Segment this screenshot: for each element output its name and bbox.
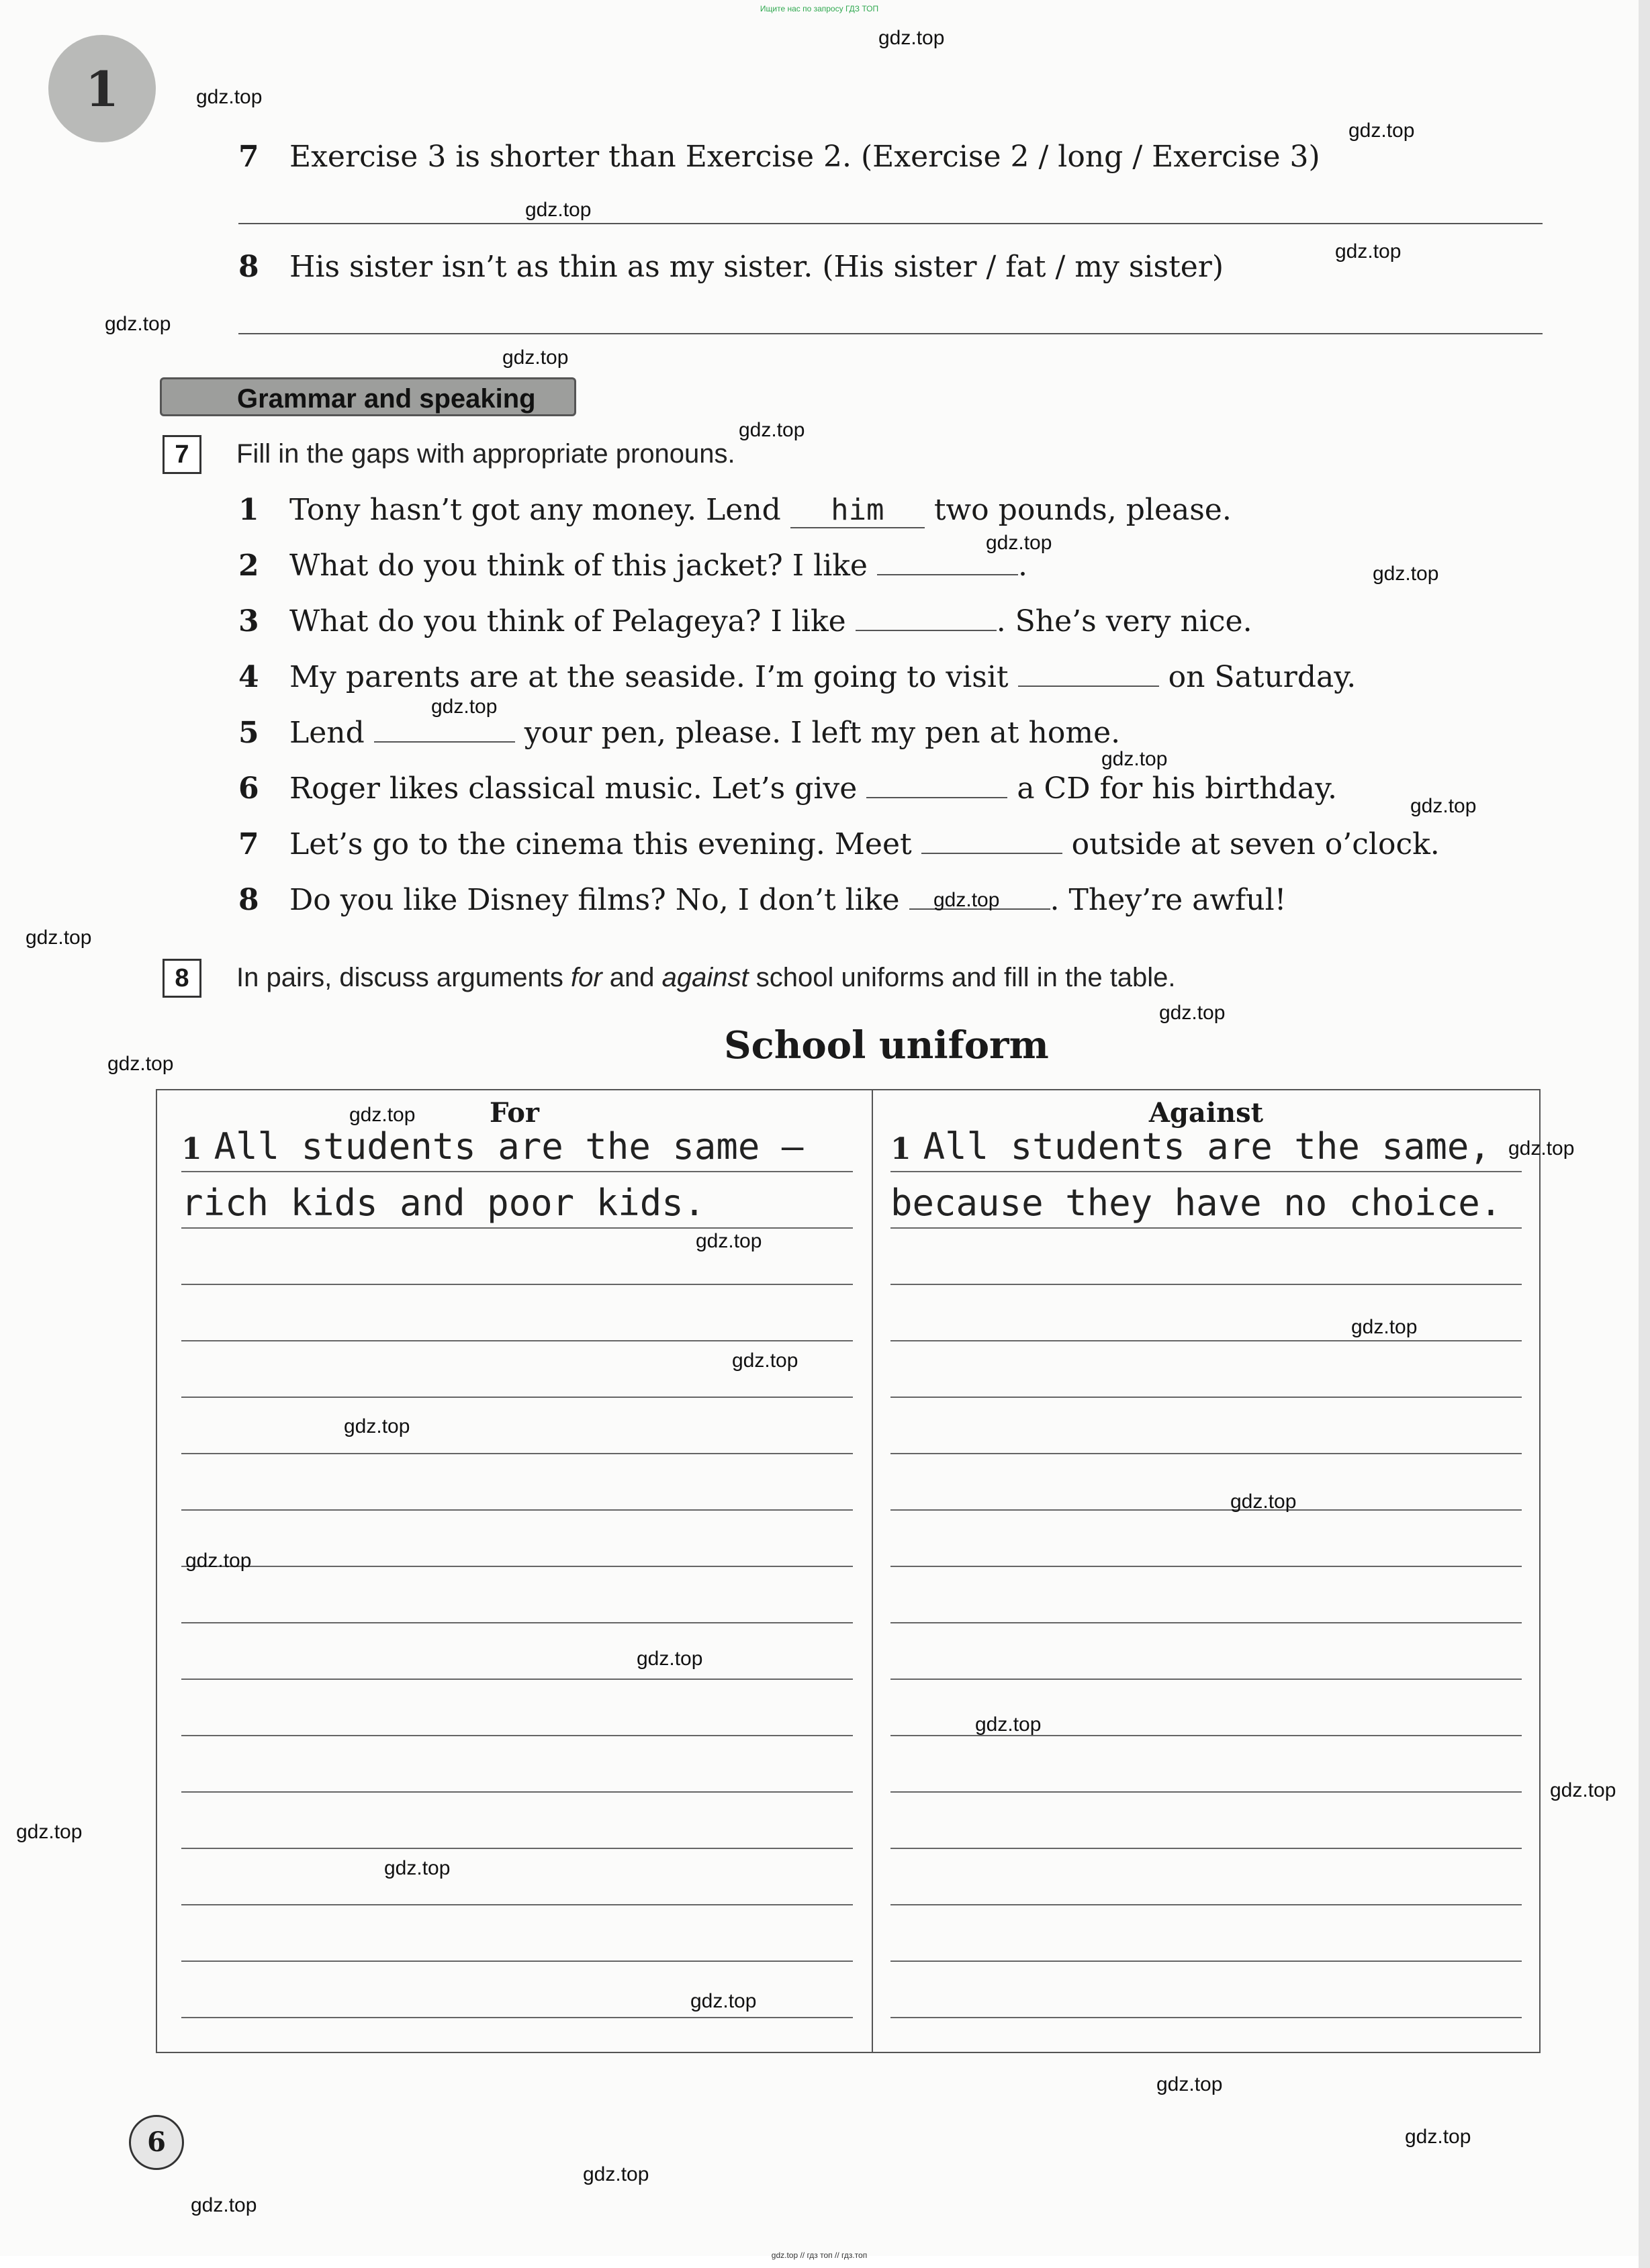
instruction-emphasis-for: for [571, 963, 602, 992]
instruction-emphasis-against: against [661, 963, 749, 992]
item-number: 4 [238, 660, 259, 694]
item-text: Exercise 3 is shorter than Exercise 2. (Exercise 2 / long / Exercise 3) [289, 140, 1320, 174]
watermark: gdz.top [933, 889, 1000, 911]
write-line[interactable] [890, 1171, 1522, 1172]
watermark: gdz.top [1230, 1491, 1297, 1513]
watermark: gdz.top [26, 927, 92, 949]
answer-line[interactable] [238, 223, 1543, 224]
watermark: gdz.top [1550, 1779, 1616, 1801]
write-line[interactable] [890, 1622, 1522, 1623]
header-note: Ищите нас по запросу ГДЗ ТОП [760, 4, 879, 13]
task-number-box: 7 [163, 435, 201, 474]
write-line[interactable] [181, 1227, 853, 1229]
item-number: 7 [238, 827, 259, 861]
watermark: gdz.top [1351, 1316, 1418, 1338]
write-line[interactable] [890, 1848, 1522, 1849]
page-number: 6 [129, 2115, 184, 2170]
against-answer-line-1 [890, 1125, 1491, 1168]
item-number: 3 [238, 604, 259, 639]
watermark: gdz.top [344, 1415, 410, 1437]
write-line[interactable] [890, 1453, 1522, 1454]
watermark: gdz.top [384, 1857, 451, 1879]
item-text-before: What do you think of this jacket? I like [289, 549, 868, 583]
watermark: gdz.top [1508, 1137, 1575, 1160]
item-number: 1 [238, 493, 259, 527]
write-line[interactable] [890, 1566, 1522, 1567]
item-number: 8 [238, 883, 259, 917]
write-line[interactable] [890, 1904, 1522, 1905]
watermark: gdz.top [1373, 563, 1439, 585]
item-text-before: Roger likes classical music. Let’s give [289, 771, 858, 806]
watermark: gdz.top [1101, 748, 1168, 770]
table-title: School uniform [724, 1023, 1049, 1068]
item-text-after: . She’s very nice. [996, 604, 1252, 639]
exercise-item [238, 140, 1320, 174]
section-heading: Grammar and speaking [160, 377, 576, 416]
write-line[interactable] [181, 1171, 853, 1172]
instruction-part: In pairs, discuss arguments [236, 963, 571, 992]
watermark: gdz.top [690, 1990, 757, 2012]
gap-item [238, 883, 1286, 917]
item-text-after: on Saturday. [1168, 660, 1357, 694]
item-text-before: My parents are at the seaside. I’m going to visit [289, 660, 1009, 694]
write-line[interactable] [181, 1509, 853, 1511]
page-edge-shadow [1639, 0, 1650, 2268]
write-line[interactable] [890, 1509, 1522, 1511]
write-line[interactable] [890, 1960, 1522, 1962]
write-line[interactable] [181, 1622, 853, 1623]
watermark: gdz.top [525, 199, 592, 221]
item-text-before: Do you like Disney films? No, I don’t like [289, 883, 900, 917]
watermark: gdz.top [196, 86, 263, 108]
write-line[interactable] [181, 1453, 853, 1454]
item-text-before: Lend [289, 716, 365, 750]
watermark: gdz.top [986, 532, 1052, 554]
watermark: gdz.top [502, 346, 569, 369]
watermark: gdz.top [105, 313, 171, 335]
task-instruction [236, 963, 1176, 993]
write-line[interactable] [890, 1284, 1522, 1285]
write-line[interactable] [890, 1397, 1522, 1398]
for-answer-line-1 [181, 1125, 803, 1168]
exercise-item [238, 250, 1224, 284]
answer-number: 1 [890, 1132, 911, 1166]
watermark: gdz.top [739, 419, 805, 441]
watermark: gdz.top [975, 1713, 1042, 1736]
arguments-table [156, 1089, 1541, 2053]
item-text-after: . They’re awful! [1050, 883, 1287, 917]
item-text-before: Let’s go to the cinema this evening. Meet [289, 827, 912, 861]
column-header-against: Against [1148, 1097, 1264, 1129]
item-number: 2 [238, 549, 259, 583]
answer-text: All students are the same, [923, 1125, 1491, 1168]
write-line[interactable] [890, 1679, 1522, 1680]
item-text-after: . [1017, 549, 1027, 583]
write-line[interactable] [181, 2017, 853, 2018]
watermark: gdz.top [191, 2194, 257, 2216]
watermark: gdz.top [16, 1821, 83, 1843]
gap-item [238, 716, 1120, 750]
item-number: 5 [238, 716, 259, 750]
item-number: 6 [238, 771, 259, 806]
item-text-before: What do you think of Pelageya? I like [289, 604, 846, 639]
write-line[interactable] [890, 1340, 1522, 1341]
write-line[interactable] [181, 1340, 853, 1341]
unit-number-badge: 1 [48, 35, 156, 142]
watermark: gdz.top [583, 2163, 649, 2185]
instruction-part: and [602, 963, 662, 992]
watermark: gdz.top [1159, 1002, 1226, 1024]
gap-answer[interactable] [866, 797, 1007, 798]
item-number: 8 [238, 250, 259, 284]
watermark: gdz.top [349, 1104, 416, 1126]
task-number-box: 8 [163, 959, 201, 998]
item-text-after: outside at seven o’clock. [1071, 827, 1440, 861]
write-line[interactable] [890, 1227, 1522, 1229]
watermark: gdz.top [107, 1053, 174, 1075]
watermark: gdz.top [431, 696, 498, 718]
gap-answer[interactable]: him [790, 493, 925, 528]
gap-answer[interactable] [1018, 686, 1159, 687]
item-text: His sister isn’t as thin as my sister. (His sister / fat / my sister) [289, 250, 1224, 284]
footer-note: gdz.top // гдз топ // гдз.топ [771, 2251, 868, 2260]
write-line[interactable] [181, 1735, 853, 1736]
watermark: gdz.top [637, 1648, 703, 1670]
write-line[interactable] [181, 1566, 853, 1567]
answer-number: 1 [181, 1132, 202, 1166]
for-answer-line-2: rich kids and poor kids. [181, 1182, 706, 1224]
watermark: gdz.top [732, 1350, 798, 1372]
gap-item [238, 660, 1356, 694]
watermark: gdz.top [1335, 240, 1402, 263]
answer-text: All students are the same — [214, 1125, 804, 1168]
gap-item [238, 771, 1337, 806]
gap-answer[interactable] [856, 630, 997, 631]
write-line[interactable] [181, 1284, 853, 1285]
column-header-for: For [490, 1097, 539, 1129]
write-line[interactable] [890, 2017, 1522, 2018]
watermark: gdz.top [878, 27, 945, 49]
instruction-part: school uniforms and fill in the table. [748, 963, 1176, 992]
item-number: 7 [238, 140, 259, 174]
watermark: gdz.top [185, 1550, 252, 1572]
write-line[interactable] [181, 1904, 853, 1905]
watermark: gdz.top [1405, 2126, 1471, 2148]
gap-answer[interactable] [877, 574, 1018, 575]
gap-answer[interactable] [921, 853, 1062, 854]
gap-item [238, 604, 1252, 639]
against-answer-line-2: because they have no choice. [890, 1182, 1502, 1224]
gap-item [238, 493, 1232, 528]
write-line[interactable] [181, 1848, 853, 1849]
watermark: gdz.top [1348, 120, 1415, 142]
answer-line[interactable] [238, 333, 1543, 334]
item-text-after: two pounds, please. [933, 493, 1232, 527]
gap-answer[interactable] [374, 741, 515, 743]
watermark: gdz.top [1410, 795, 1477, 817]
write-line[interactable] [890, 1791, 1522, 1793]
write-line[interactable] [181, 1960, 853, 1962]
watermark: gdz.top [696, 1230, 762, 1252]
write-line[interactable] [181, 1791, 853, 1793]
item-text-after: your pen, please. I left my pen at home. [524, 716, 1121, 750]
watermark: gdz.top [1156, 2073, 1223, 2095]
gap-item [238, 549, 1027, 583]
gap-item [238, 827, 1440, 861]
write-line[interactable] [181, 1679, 853, 1680]
task-instruction: Fill in the gaps with appropriate pronouns. [236, 439, 735, 469]
write-line[interactable] [181, 1397, 853, 1398]
column-divider [872, 1090, 873, 2052]
item-text-before: Tony hasn’t got any money. Lend [289, 493, 781, 527]
item-text-after: a CD for his birthday. [1017, 771, 1337, 806]
